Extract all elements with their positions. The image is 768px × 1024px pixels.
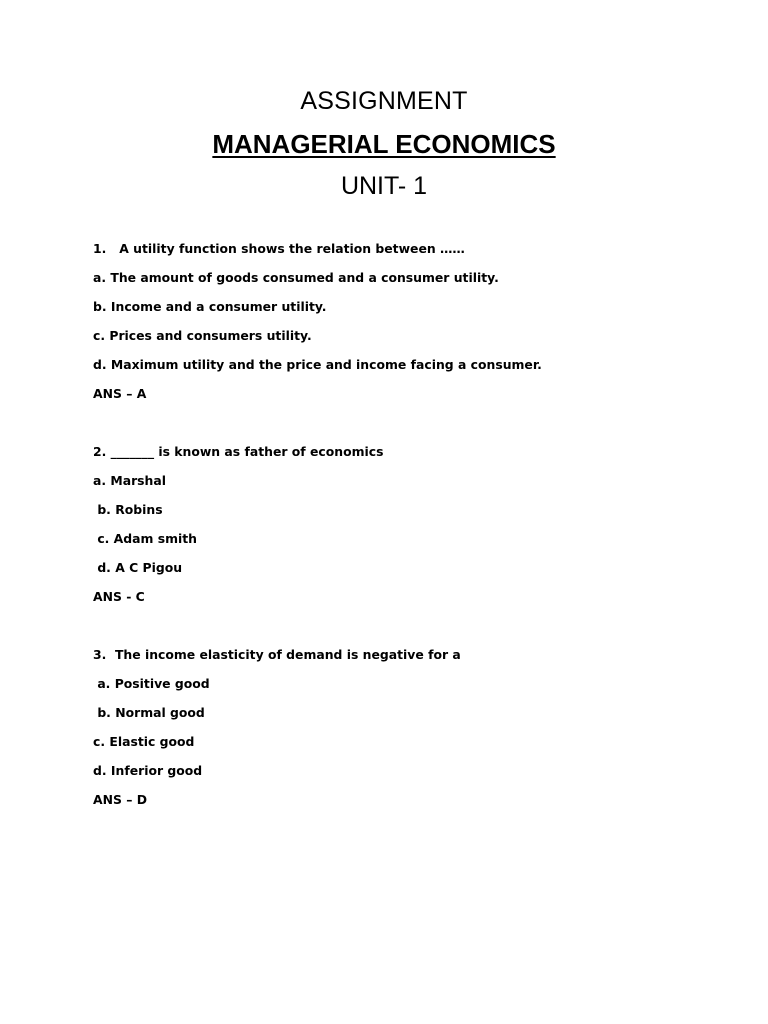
option-b: b. Normal good <box>93 705 205 720</box>
answer-text: ANS - C <box>93 589 145 604</box>
option-a: a. The amount of goods consumed and a consumer utility. <box>93 270 499 285</box>
unit-label: UNIT- 1 <box>340 172 428 200</box>
subject-title: MANAGERIAL ECONOMICS <box>212 129 556 159</box>
answer-text: ANS – A <box>93 386 147 401</box>
option-d: d. A C Pigou <box>93 560 183 575</box>
document-heading: ASSIGNMENT <box>300 87 468 115</box>
option-a: a. Marshal <box>93 473 166 488</box>
question-text: 1. A utility function shows the relation between …… <box>93 241 465 256</box>
option-b: b. Robins <box>93 502 163 517</box>
option-a: a. Positive good <box>93 676 210 691</box>
option-d: d. Inferior good <box>93 763 203 778</box>
option-d: d. Maximum utility and the price and income facing a consumer. <box>93 357 542 372</box>
question-text: 2. _______ is known as father of economics <box>93 444 384 459</box>
option-b: b. Income and a consumer utility. <box>93 299 327 314</box>
option-c: c. Elastic good <box>93 734 195 749</box>
option-c: c. Prices and consumers utility. <box>93 328 312 343</box>
question-text: 3. The income elasticity of demand is negative for a <box>93 647 461 662</box>
answer-text: ANS – D <box>93 792 147 807</box>
option-c: c. Adam smith <box>93 531 198 546</box>
